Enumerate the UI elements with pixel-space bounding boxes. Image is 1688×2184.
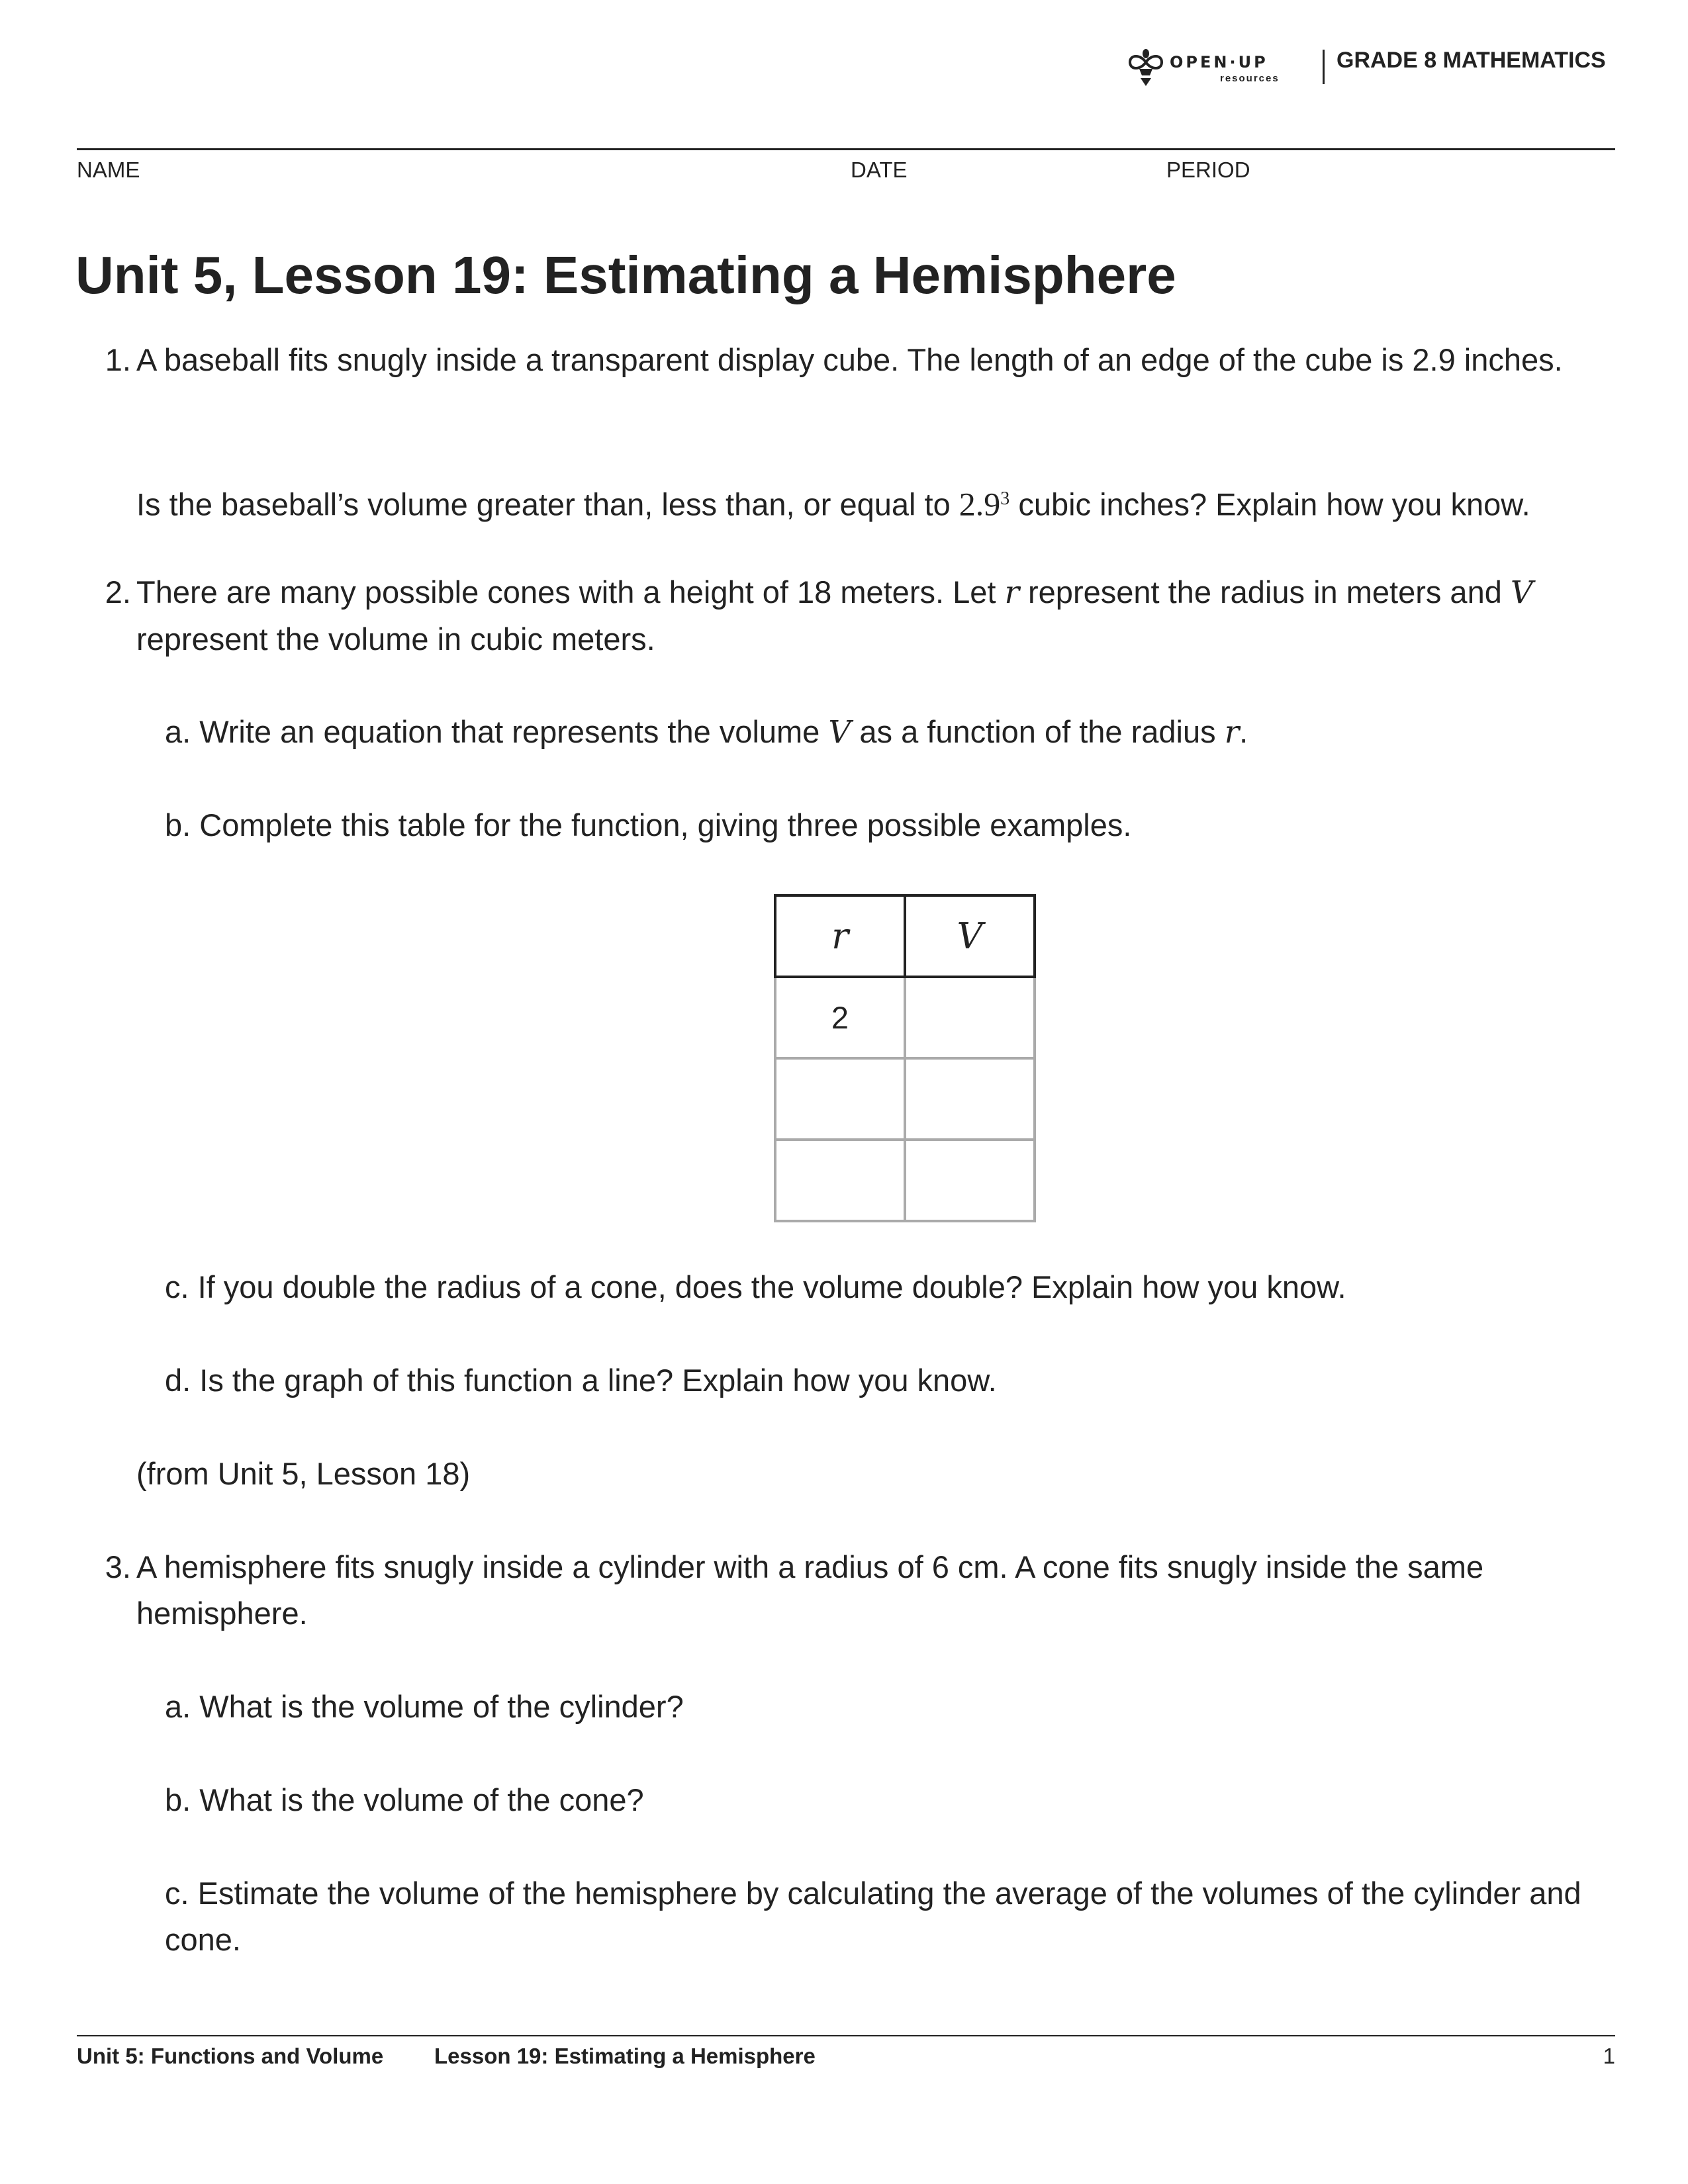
part-b: b. Complete this table for the function, giving three possible examples. — [165, 807, 1132, 842]
text: There are many possible cones with a height of 18 meters. Let — [136, 574, 1005, 610]
table-row — [775, 1058, 1035, 1140]
period-field-label: PERIOD — [1166, 158, 1250, 182]
header-divider — [1323, 50, 1325, 84]
question-prompt — [136, 476, 1619, 528]
part-a: a. What is the volume of the cylinder? — [165, 1689, 684, 1724]
text: represent the radius in meters and — [1019, 574, 1511, 610]
part-c: c. Estimate the volume of the hemisphere by calculating the average of the volumes of the cylinder and cone. — [165, 1876, 1581, 1957]
text: . — [1239, 714, 1248, 749]
text: a. Write an equation that represents the volume — [165, 714, 829, 749]
table-header-row — [775, 895, 1035, 977]
table-cell — [905, 1140, 1035, 1221]
table-cell — [905, 977, 1035, 1058]
question-number: 2. — [105, 574, 131, 610]
course-title: GRADE 8 MATHEMATICS — [1336, 48, 1606, 73]
logo-subtext: resources — [1220, 73, 1280, 84]
page-title: Unit 5, Lesson 19: Estimating a Hemisphere — [75, 246, 1176, 304]
date-field-label: DATE — [851, 158, 908, 182]
table-row — [775, 1140, 1035, 1221]
source-note: (from Unit 5, Lesson 18) — [136, 1456, 471, 1491]
bee-logo-icon — [1127, 48, 1164, 89]
footer-unit: Unit 5: Functions and Volume — [77, 2044, 384, 2068]
table-cell: 2 — [775, 977, 905, 1058]
table-row — [775, 977, 1035, 1058]
math-var: V — [828, 714, 851, 751]
question-number: 1. — [105, 342, 131, 377]
header-rule — [77, 148, 1615, 150]
part-d: d. Is the graph of this function a line? Explain how you know. — [165, 1363, 997, 1398]
table-header: r — [775, 895, 905, 977]
publisher-logo — [1127, 48, 1293, 89]
name-field-label: NAME — [77, 158, 140, 182]
math-var: r — [1224, 714, 1240, 751]
table-cell — [775, 1058, 905, 1140]
question-text: A hemisphere fits snugly inside a cylinder with a radius of 6 cm. A cone fits snugly inside the same hemisphere. — [136, 1549, 1484, 1631]
table-cell — [905, 1058, 1035, 1140]
page-number: 1 — [1603, 2044, 1615, 2068]
footer-lesson: Lesson 19: Estimating a Hemisphere — [434, 2044, 816, 2068]
part-a — [165, 709, 1621, 756]
part-b: b. What is the volume of the cone? — [165, 1782, 644, 1817]
math-var: V — [1510, 574, 1533, 611]
prompt-text: cubic inches? Explain how you know. — [1009, 486, 1530, 522]
function-table — [774, 894, 1036, 1222]
math-var: r — [1004, 574, 1019, 611]
question-number: 3. — [105, 1549, 131, 1584]
question-text — [136, 569, 1613, 662]
part-c: c. If you double the radius of a cone, does the volume double? Explain how you know. — [165, 1269, 1346, 1304]
logo-text: OPEN·UP — [1170, 53, 1268, 71]
footer-rule — [77, 2035, 1615, 2036]
math-exponent: 3 — [1000, 488, 1010, 509]
question-text: A baseball fits snugly inside a transparent display cube. The length of an edge of the cube is 2.9 inches. — [136, 342, 1563, 377]
math-base: 2.9 — [959, 485, 1001, 523]
text: as a function of the radius — [851, 714, 1225, 749]
table-header: V — [905, 895, 1035, 977]
table-cell — [775, 1140, 905, 1221]
text: represent the volume in cubic meters. — [136, 621, 655, 657]
prompt-text: Is the baseball’s volume greater than, less than, or equal to — [136, 486, 959, 522]
